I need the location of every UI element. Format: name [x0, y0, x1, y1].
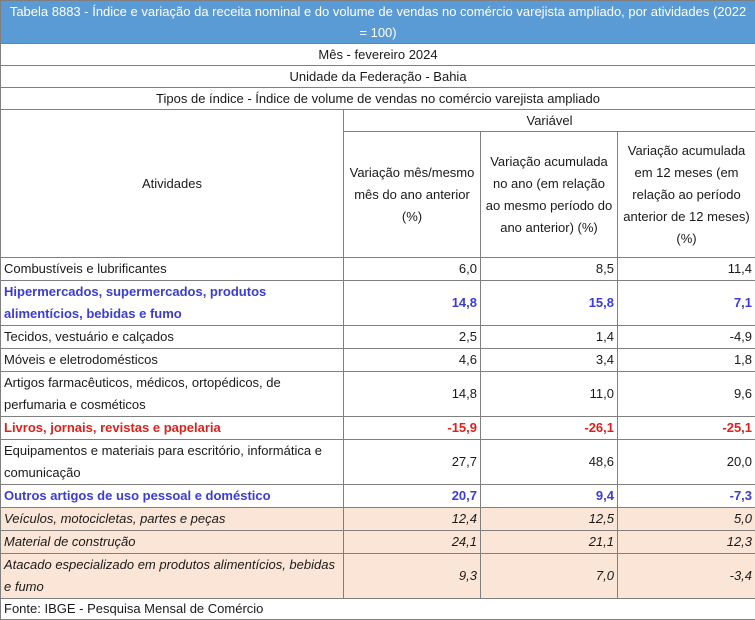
ytd-variation-cell: 9,4: [481, 485, 618, 508]
monthly-variation-cell: 24,1: [344, 531, 481, 554]
monthly-variation-cell: 9,3: [344, 554, 481, 599]
ytd-variation-cell: -26,1: [481, 417, 618, 440]
activity-cell: Hipermercados, supermercados, produtos alimentícios, bebidas e fumo: [1, 281, 344, 326]
table-row: [1, 485, 755, 508]
table-row: [1, 531, 755, 554]
activity-cell: Equipamentos e materiais para escritório, informática e comunicação: [1, 440, 344, 485]
monthly-variation-cell: 6,0: [344, 258, 481, 281]
table-row: [1, 440, 755, 485]
ytd-variation-cell: 48,6: [481, 440, 618, 485]
table-row: [1, 508, 755, 531]
table-row: [1, 349, 755, 372]
activity-cell: Tecidos, vestuário e calçados: [1, 326, 344, 349]
header-activities: Atividades: [1, 110, 344, 258]
twelve-month-variation-cell: 11,4: [618, 258, 755, 281]
header-col-monthly: Variação mês/mesmo mês do ano anterior (%): [344, 132, 481, 258]
ytd-variation-cell: 21,1: [481, 531, 618, 554]
header-variable: Variável: [344, 110, 755, 132]
monthly-variation-cell: 20,7: [344, 485, 481, 508]
twelve-month-variation-cell: -25,1: [618, 417, 755, 440]
twelve-month-variation-cell: -4,9: [618, 326, 755, 349]
twelve-month-variation-cell: 7,1: [618, 281, 755, 326]
twelve-month-variation-cell: 1,8: [618, 349, 755, 372]
ytd-variation-cell: 11,0: [481, 372, 618, 417]
ytd-variation-cell: 7,0: [481, 554, 618, 599]
activity-cell: Livros, jornais, revistas e papelaria: [1, 417, 344, 440]
twelve-month-variation-cell: 5,0: [618, 508, 755, 531]
twelve-month-variation-cell: -3,4: [618, 554, 755, 599]
monthly-variation-cell: 14,8: [344, 281, 481, 326]
table-row: [1, 281, 755, 326]
twelve-month-variation-cell: 9,6: [618, 372, 755, 417]
table-body: [1, 258, 755, 599]
twelve-month-variation-cell: -7,3: [618, 485, 755, 508]
ytd-variation-cell: 3,4: [481, 349, 618, 372]
monthly-variation-cell: -15,9: [344, 417, 481, 440]
table-row: [1, 372, 755, 417]
twelve-month-variation-cell: 12,3: [618, 531, 755, 554]
ytd-variation-cell: 15,8: [481, 281, 618, 326]
table-row: [1, 554, 755, 599]
table-row: [1, 258, 755, 281]
activity-cell: Móveis e eletrodomésticos: [1, 349, 344, 372]
activity-cell: Artigos farmacêuticos, médicos, ortopédicos, de perfumaria e cosméticos: [1, 372, 344, 417]
ytd-variation-cell: 12,5: [481, 508, 618, 531]
filter-month: Mês - fevereiro 2024: [1, 44, 755, 66]
ytd-variation-cell: 8,5: [481, 258, 618, 281]
activity-cell: Atacado especializado em produtos alimentícios, bebidas e fumo: [1, 554, 344, 599]
filter-index-type: Tipos de índice - Índice de volume de vendas no comércio varejista ampliado: [1, 88, 755, 110]
source-note: Fonte: IBGE - Pesquisa Mensal de Comércio: [1, 599, 755, 620]
activity-cell: Outros artigos de uso pessoal e doméstico: [1, 485, 344, 508]
ytd-variation-cell: 1,4: [481, 326, 618, 349]
header-col-ytd: Variação acumulada no ano (em relação ao mesmo período do ano anterior) (%): [481, 132, 618, 258]
filter-uf: Unidade da Federação - Bahia: [1, 66, 755, 88]
activity-cell: Veículos, motocicletas, partes e peças: [1, 508, 344, 531]
monthly-variation-cell: 12,4: [344, 508, 481, 531]
monthly-variation-cell: 14,8: [344, 372, 481, 417]
activity-cell: Combustíveis e lubrificantes: [1, 258, 344, 281]
activity-cell: Material de construção: [1, 531, 344, 554]
monthly-variation-cell: 2,5: [344, 326, 481, 349]
monthly-variation-cell: 4,6: [344, 349, 481, 372]
header-col-12m: Variação acumulada em 12 meses (em relação ao período anterior de 12 meses) (%): [618, 132, 755, 258]
table-row: [1, 326, 755, 349]
twelve-month-variation-cell: 20,0: [618, 440, 755, 485]
table-row: [1, 417, 755, 440]
table-title: Tabela 8883 - Índice e variação da receita nominal e do volume de vendas no comércio varejista ampliado, por atividades (2022 = 100): [1, 1, 755, 44]
monthly-variation-cell: 27,7: [344, 440, 481, 485]
